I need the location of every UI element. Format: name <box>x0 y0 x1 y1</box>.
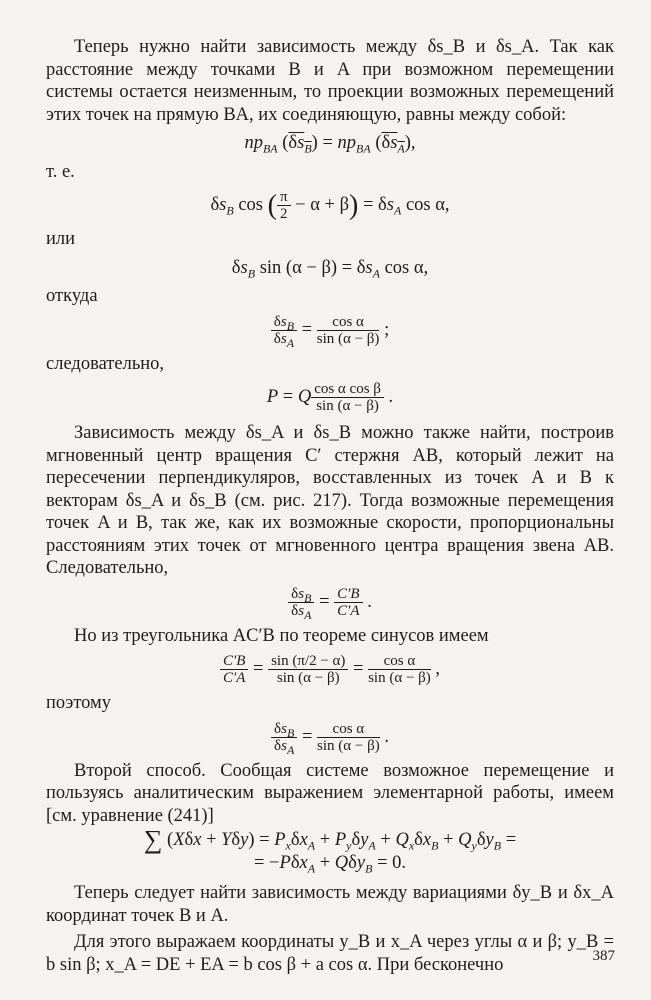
label-ili: или <box>46 229 76 249</box>
equation-1: $np_{BA}$ $(\delta s_B) = np_{BA}$ $(\delta s_A)$, <box>244 133 416 156</box>
equation-4: $\frac{\delta s_B}{\delta s_A}$ = $\frac{\text{cos α}}{\sin (\alpha - \beta)}$ ; <box>46 314 614 347</box>
equation-7: $\frac{C'B}{C'A}$ = $\frac{\sin (\pi/2 - \alpha)}{\sin (\alpha - \beta)}$ = $\frac{\text{cos α}}{\sin (\alpha - \beta)}$ , <box>46 653 614 686</box>
label-otkuda: откуда <box>46 286 98 306</box>
equation-5: P = Q $\frac{\text{cos α cos β}}{\sin (\alpha - \beta)}$ . <box>266 381 394 414</box>
label-sledovatelno: следовательно, <box>46 353 165 374</box>
equation-2: $\delta s_B$ cos ( $\frac{\pi}{2}$ − $\alpha + \beta) = \delta s_A$ cos α, <box>210 189 450 222</box>
page-body <box>46 36 614 976</box>
paragraph-6: Для этого выражаем координаты y_B и x_A через углы α и β; y_B = b sin β; x_A = DE + EA = b cos β + a cos α. При бесконечно <box>46 932 614 975</box>
label-poetomu: поэтому <box>46 693 112 713</box>
paragraph-2: Зависимость между δs_A и δs_B можно также найти, построив мгновенный центр вращения C′ стержня AB, который лежит на пересечении перпендикуляров, восставленных из точек A и B к векторам δs_A и δs_B (см. рис. 217). Тогда возможные перемещения точек A и B, так же, как их возможные скорости, пропорциональны расстояниям этих точек от мгновенного центра вращения звена AB. Следовательно, <box>46 423 614 578</box>
equation-6: $\frac{\delta s_B}{\delta s_A}$ = $\frac{C'B}{C'A}$ . <box>46 586 614 619</box>
paragraph-1: Теперь нужно найти зависимость между δs_B и δs_A. Так как расстояние между точками B и A при возможном перемещении системы остается неизменным, то проекции возможных перемещений этих точек на прямую BA, их соединяющую, равны между собой: <box>46 37 614 125</box>
page-number: 387 <box>592 948 615 964</box>
equation-9a: ∑ $(X\delta x + Y\delta y) = P_x\delta x_A + P_y\delta y_A + Q_x\delta x_B + Q_y\delta y_B$ = <box>143 825 517 854</box>
paragraph-4: Второй способ. Сообщая системе возможное перемещение и пользуясь аналитическим выражением элементарной работы, имеем [см. уравнение (241)] <box>46 760 614 826</box>
paragraph-3: Но из треугольника AC′B по теореме синусов имеем <box>74 625 489 646</box>
paragraph-5: Теперь следует найти зависимость между вариациями δy_B и δx_A координат точек B и A. <box>46 883 614 926</box>
equation-9b: = −Pδx$_A$ + Qδy$_B$ = 0. <box>254 852 406 876</box>
equation-3: $\delta s_B$ $\sin (\alpha - \beta) = \delta s_A$ cos α, <box>231 257 429 281</box>
equation-8: $\frac{\delta s_B}{\delta s_A}$ = $\frac{\text{cos α}}{\sin (\alpha - \beta)}$ . <box>46 721 614 754</box>
label-te: т. е. <box>46 161 75 182</box>
